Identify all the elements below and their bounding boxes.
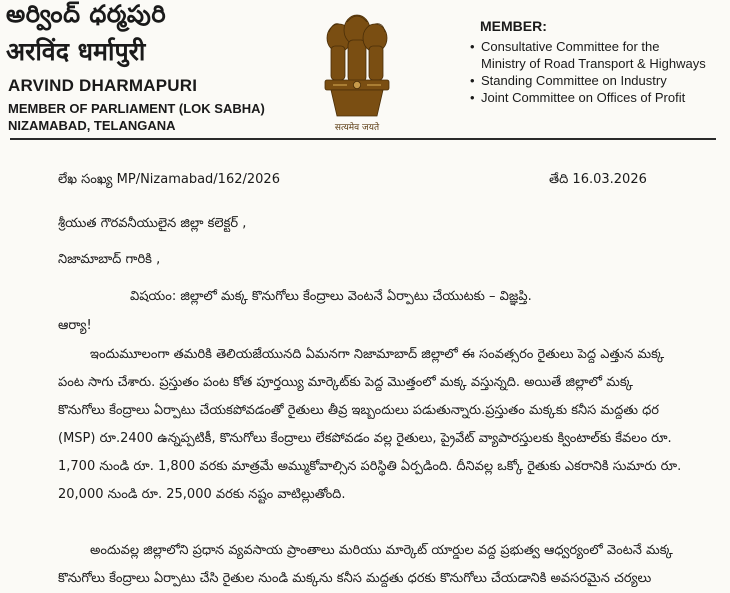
bullet-icon: • [470,39,475,54]
mp-name-telugu: అర్వింద్ ధర్మపురి [6,0,167,28]
paragraph-line: కొనుగోలు కేంద్రాలు ఏర్పాటు చేయకపోవడంతో రైతులు తీవ్ర ఇబ్బందులు పడుతున్నారు.ప్రస్తుతం మక్కకు కనీస మద్దతు ధర [58,403,659,418]
letter-date: తేది 16.03.2026 [549,172,647,187]
paragraph-line: కొనుగోలు కేంద్రాలు ఏర్పాటు చేసి రైతుల నుండి మక్కను కనీస మద్దతు ధరకు కొనుగోలు చేయడానికి అవసరమైన చర్యలు [58,571,652,586]
committee-label: Standing Committee on Industry [481,73,667,88]
committee-item [470,38,706,55]
bullet-icon: • [470,73,475,88]
header-divider [10,138,716,140]
paragraph-line: ఇందుమూలంగా తమరికి తెలియజేయునది ఏమనగా నిజామాబాద్ జిల్లాలో ఈ సంవత్సరం రైతులు పెద్ద ఎత్తున మక్క [90,347,665,362]
paragraph-line: (MSP) రూ.2400 ఉన్నప్పటికీ, కొనుగోలు కేంద్రాలు లేకపోవడం వల్ల రైతులు, ప్రైవేట్ వ్యాపారస్తులకు క్వింటాల్‌కు కేవలం రూ. [58,431,672,446]
bullet-icon: • [470,90,475,105]
paragraph-line: పంట సాగు చేశారు. ప్రస్తుతం పంట కోత పూర్తయ్యి మార్కెట్‌కు పెద్ద మొత్తంలో మక్క వస్తున్నది. అయితే జిల్లాలో మక్క [58,375,633,390]
paragraph-line: 20,000 నుండి రూ. 25,000 వరకు నష్టం వాటిల్లుతోంది. [58,487,346,502]
committee-list [470,38,706,106]
mp-name-hindi: अरविंद धर्मापुरी [6,37,146,66]
national-emblem-icon [317,6,397,134]
member-heading: MEMBER: [480,18,547,34]
committee-item [470,72,706,89]
salutation: ఆర్యా! [58,318,92,333]
mp-constituency: NIZAMABAD, TELANGANA [8,118,176,133]
addressee-line: నిజామాబాద్ గారికి , [58,252,161,267]
letter-subject: విషయం: జిల్లాలో మక్క కొనుగోలు కేంద్రాలు వెంటనే ఏర్పాటు చేయుటకు – విజ్ఞప్తి. [130,289,532,304]
addressee-line: శ్రీయుత గౌరవనీయులైన జిల్లా కలెక్టర్ , [58,216,247,231]
paragraph-line: 1,700 నుండి రూ. 1,800 వరకు మాత్రమే అమ్ముకోవాల్సిన పరిస్థితి ఏర్పడింది. దీనివల్ల ఒక్కో రైతుకు ఎకరానికి సుమారు రూ. [58,459,682,474]
body-paragraph [58,341,698,509]
committee-label: Joint Committee on Offices of Profit [481,90,686,105]
paragraph-line: అందువల్ల జిల్లాలోని ప్రధాన వ్యవసాయ ప్రాంతాలు మరియు మార్కెట్ యార్డుల వద్ద ప్రభుత్వ ఆధ్వర్యంలో వెంటనే మక్క [90,543,673,558]
committee-item [470,89,706,106]
body-paragraph [58,537,698,593]
committee-label: Consultative Committee for the [481,39,660,54]
committee-label: Ministry of Road Transport & Highways [481,56,706,71]
mp-designation: MEMBER OF PARLIAMENT (LOK SABHA) [8,101,265,116]
mp-name-english: ARVIND DHARMAPURI [8,76,198,95]
committee-item [470,55,706,72]
emblem-motto: सत्यमेव जयते [334,123,380,133]
letter-reference: లేఖ సంఖ్య MP/Nizamabad/162/2026 [58,172,280,187]
